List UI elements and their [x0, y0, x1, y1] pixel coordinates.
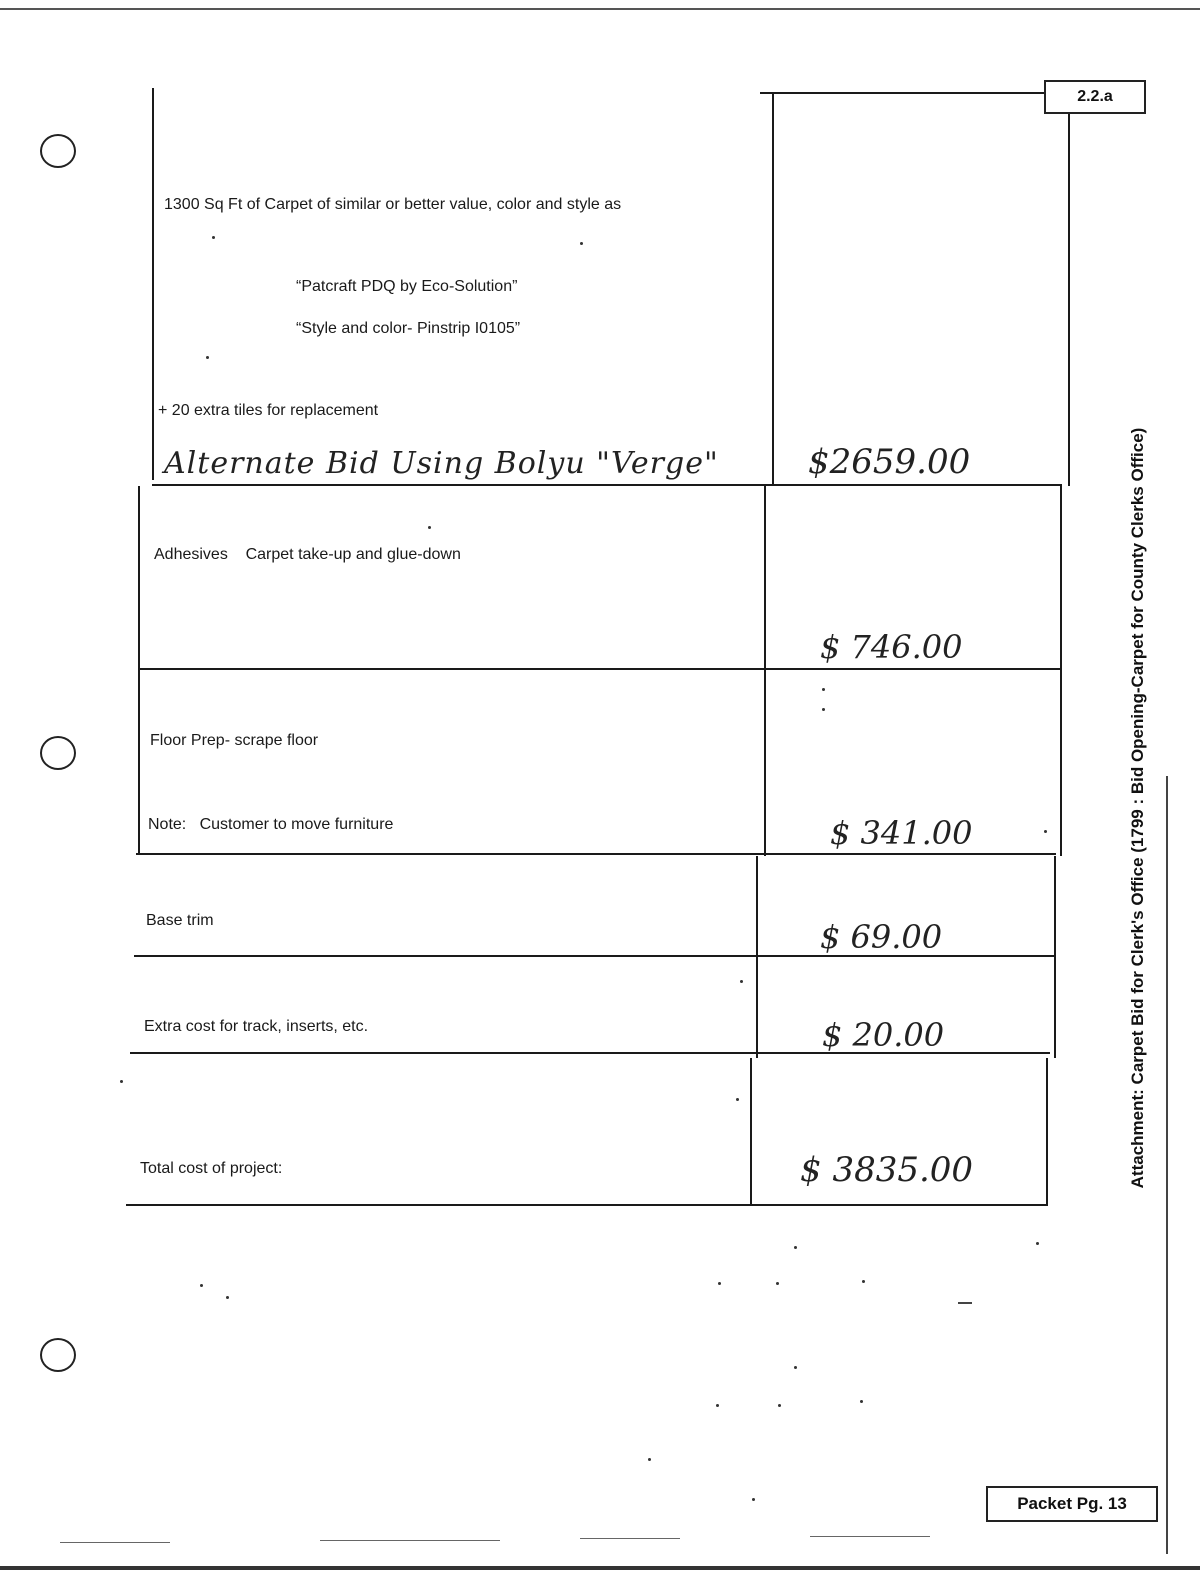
- row6-total-price: $ 3835.00: [800, 1150, 974, 1190]
- scan-speck: [822, 708, 825, 711]
- row1-extra-tiles: + 20 extra tiles for replacement: [158, 402, 379, 419]
- table-column-divider-3: [756, 856, 758, 1058]
- row2-price: $ 746.00: [820, 628, 963, 666]
- binder-hole-bottom: [40, 1338, 76, 1372]
- bottom-border-line: [0, 1566, 1200, 1570]
- row-separator-1: [152, 484, 1062, 486]
- row5-price: $ 20.00: [822, 1016, 945, 1054]
- table-column-divider-2: [764, 486, 766, 856]
- scan-speck: [120, 1080, 123, 1083]
- scan-speck: [752, 1498, 755, 1501]
- scan-speck: [428, 526, 431, 529]
- table-left-border-upper: [152, 88, 154, 480]
- scan-speck: [716, 1404, 719, 1407]
- scan-speck: [648, 1458, 651, 1461]
- section-tag-text: 2.2.a: [1077, 88, 1113, 105]
- row-separator-6: [126, 1204, 1048, 1206]
- row2-description: Adhesives Carpet take-up and glue-down: [154, 546, 461, 563]
- scan-speck: [736, 1098, 739, 1101]
- row1-price: $2659.00: [808, 442, 971, 482]
- top-border-line: [0, 8, 1200, 10]
- binder-hole-top: [40, 134, 76, 168]
- scan-speck: [718, 1282, 721, 1285]
- scan-speck: [776, 1282, 779, 1285]
- table-column-divider: [772, 92, 774, 486]
- scan-speck: [822, 688, 825, 691]
- row-separator-3: [136, 853, 1056, 855]
- scan-mark: [958, 1302, 972, 1304]
- row1-handwritten-alternate: Alternate Bid Using Bolyu "Verge": [164, 446, 719, 481]
- row3-description: Floor Prep- scrape floor: [150, 732, 319, 749]
- scan-speck: [206, 356, 209, 359]
- binder-hole-middle: [40, 736, 76, 770]
- row3-price: $ 341.00: [830, 814, 973, 852]
- table-column-divider-4: [750, 1058, 752, 1206]
- scan-speck: [794, 1246, 797, 1249]
- packet-page-text: Packet Pg. 13: [1017, 1494, 1127, 1513]
- table-right-border-3: [1054, 856, 1056, 1058]
- row1-product: “Patcraft PDQ by Eco-Solution”: [296, 278, 518, 295]
- packet-page-label: [986, 1486, 1158, 1522]
- row4-description: Base trim: [146, 912, 214, 929]
- row3-note: Note: Customer to move furniture: [148, 816, 394, 833]
- bottom-dash-1: [60, 1542, 170, 1543]
- row5-description: Extra cost for track, inserts, etc.: [144, 1018, 369, 1035]
- scan-speck: [1036, 1242, 1039, 1245]
- scan-speck: [212, 236, 215, 239]
- row-separator-2: [138, 668, 1060, 670]
- table-right-border-4: [1046, 1058, 1048, 1206]
- scan-speck: [740, 980, 743, 983]
- bottom-dash-3: [580, 1538, 680, 1539]
- scan-speck: [200, 1284, 203, 1287]
- row1-style: “Style and color- Pinstrip I0105”: [296, 320, 521, 337]
- table-top-rule: [760, 92, 1044, 94]
- scan-speck: [580, 242, 583, 245]
- section-tag: [1044, 80, 1146, 114]
- scan-speck: [862, 1280, 865, 1283]
- scan-speck: [778, 1404, 781, 1407]
- row4-price: $ 69.00: [820, 918, 943, 956]
- table-right-border: [1068, 114, 1070, 486]
- scan-speck: [860, 1400, 863, 1403]
- row1-description: 1300 Sq Ft of Carpet of similar or better value, color and style as: [164, 196, 622, 213]
- attachment-side-label: Attachment: Carpet Bid for Clerk's Office (1799 : Bid Opening-Carpet for County Clerks Office): [1128, 427, 1147, 1189]
- scan-speck: [1044, 830, 1047, 833]
- table-right-border-2: [1060, 486, 1062, 856]
- row6-total-label: Total cost of project:: [140, 1160, 283, 1177]
- table-left-border-lower: [138, 486, 140, 854]
- scan-speck: [794, 1366, 797, 1369]
- scan-speck: [226, 1296, 229, 1299]
- bottom-dash-2: [320, 1540, 500, 1541]
- bottom-dash-4: [810, 1536, 930, 1537]
- right-edge-line: [1166, 776, 1168, 1554]
